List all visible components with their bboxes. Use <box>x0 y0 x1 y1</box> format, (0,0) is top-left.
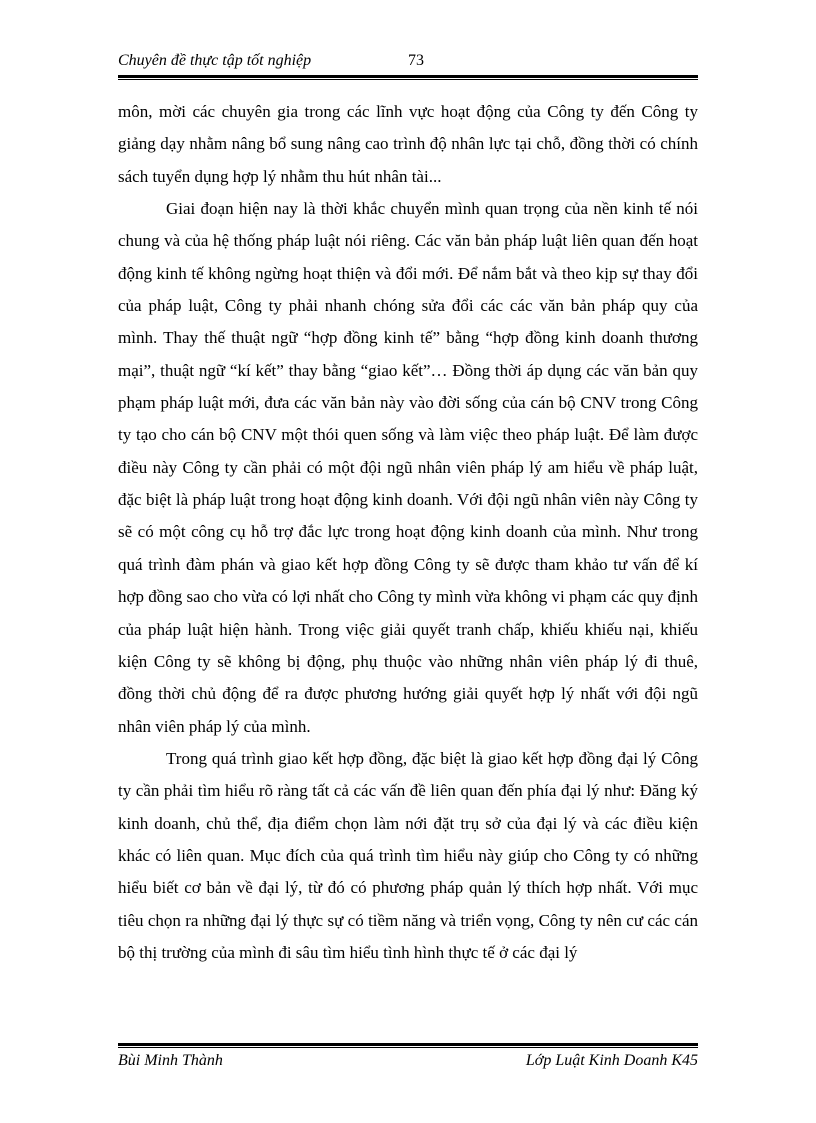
class-name: Lớp Luật Kinh Doanh K45 <box>525 1052 698 1069</box>
header-divider <box>118 75 698 80</box>
paragraph-2: Giai đoạn hiện nay là thời khắc chuyển mình quan trọng của nền kinh tế nói chung và của hệ thống pháp luật nói riêng. Các văn bản pháp luật liên quan đến hoạt động kinh tế không ngừng hoạt thiện và đổi mới. Để nắm bắt và theo kịp sự thay đổi của pháp luật, Công ty phải nhanh chóng sửa đổi các các văn bản pháp quy của mình. Thay thế thuật ngữ “hợp đồng kinh tế” bằng “hợp đồng kinh doanh thương mại”, thuật ngữ “kí kết” thay bằng “giao kết”… Đồng thời áp dụng các văn bản quy phạm pháp luật mới, đưa các văn bản này vào đời sống của cán bộ CNV trong Công ty tạo cho cán bộ CNV một thói quen sống và làm việc theo pháp luật. Để làm được điều này Công ty cần phải có một đội ngũ nhân viên pháp lý am hiểu về pháp luật, đặc biệt là pháp luật trong hoạt động kinh doanh. Với đội ngũ nhân viên này Công ty sẽ có một công cụ hỗ trợ đắc lực trong hoạt động kinh doanh của mình. Như trong quá trình đàm phán và giao kết hợp đồng Công ty sẽ được tham khảo tư vấn để kí hợp đồng sao cho vừa có lợi nhất cho Công ty mình vừa không vi phạm các quy định của pháp luật hiện hành. Trong việc giải quyết tranh chấp, khiếu khiếu nại, khiếu kiện Công ty sẽ không bị động, phụ thuộc vào những nhân viên pháp lý đi thuê, đồng thời chủ động để ra được phương hướng giải quyết hợp lý nhất với đội ngũ nhân viên pháp lý của mình. <box>118 199 698 736</box>
page-body <box>118 96 698 969</box>
author-name: Bùi Minh Thành <box>118 1052 223 1069</box>
page-header <box>118 50 698 74</box>
paragraph-3: Trong quá trình giao kết hợp đồng, đặc biệt là giao kết hợp đồng đại lý Công ty cần phải tìm hiểu rõ ràng tất cả các vấn đề liên quan đến phía đại lý như: Đăng ký kinh doanh, chủ thể, địa điểm chọn làm nới đặt trụ sở của đại lý và các điều kiện khác có liên quan. Mục đích của quá trình tìm hiểu này giúp cho Công ty có những hiểu biết cơ bản về đại lý, từ đó có phương pháp quản lý thích hợp nhất. Với mục tiêu chọn ra những đại lý thực sự có tiềm năng và triển vọng, Công ty nên cư các cán bộ thị trường của mình đi sâu tìm hiểu tình hình thực tế ở các đại lý <box>118 748 698 962</box>
page-footer <box>118 1052 698 1076</box>
document-title: Chuyên đề thực tập tốt nghiệp <box>118 52 312 69</box>
paragraph-1: môn, mời các chuyên gia trong các lĩnh vực hoạt động của Công ty đến Công ty giảng dạy nhằm nâng bổ sung nâng cao trình độ nhân lực tại chỗ, đồng thời có chính sách tuyển dụng hợp lý nhằm thu hút nhân tài... <box>118 102 698 186</box>
page-number: 73 <box>408 52 424 69</box>
footer-divider <box>118 1043 698 1048</box>
